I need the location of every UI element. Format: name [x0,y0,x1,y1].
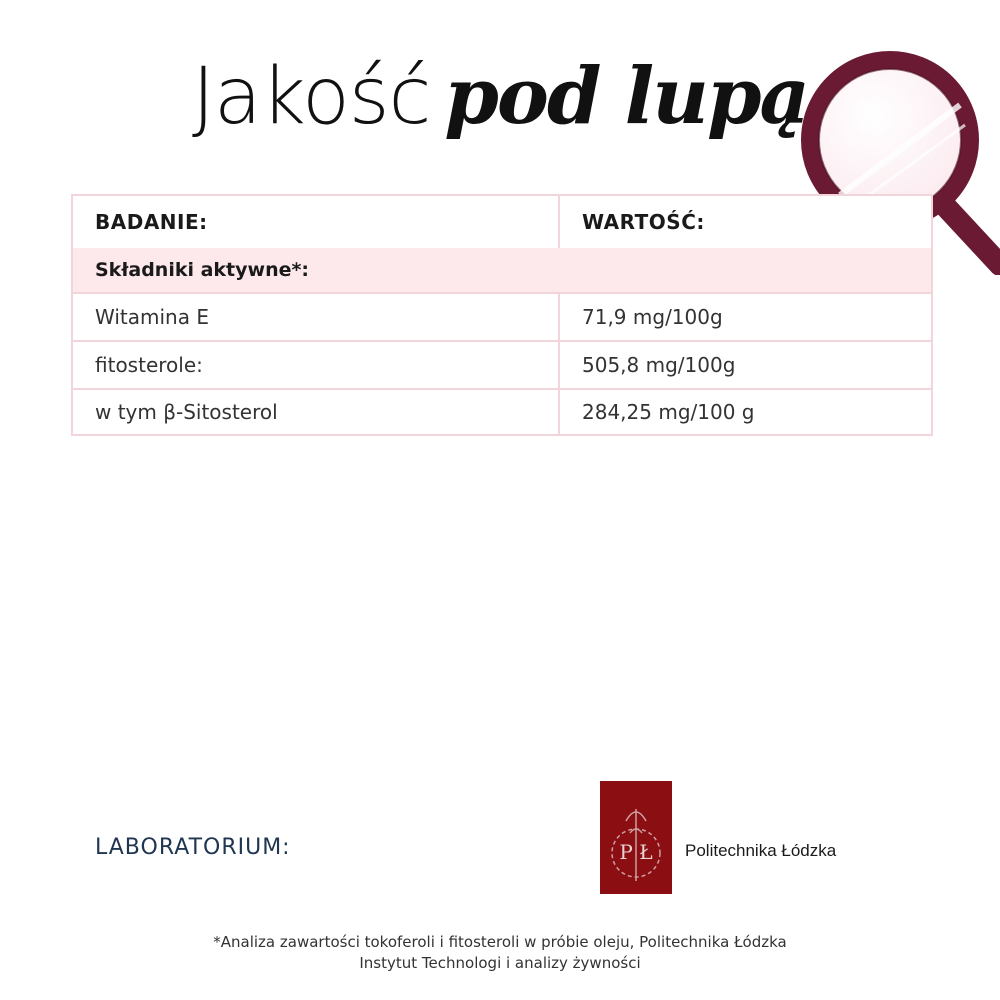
footnote-line-1: *Analiza zawartości tokoferoli i fitosteroli w próbie oleju, Politechnika Łódzka [213,933,787,951]
university-logo [600,781,672,894]
table-row [73,340,931,388]
title-light: Jakość [191,52,431,142]
row-name: Witamina E [95,305,209,329]
title-bold: pod lupą [444,51,809,142]
section-empty [558,248,931,292]
logo-monogram: P Ł [619,840,653,864]
analysis-table [71,194,933,436]
row-name: fitosterole: [95,353,203,377]
table-header-row [73,196,931,248]
row-value: 505,8 mg/100g [558,342,931,388]
section-label: Składniki aktywne*: [95,259,310,281]
laboratory-name: Politechnika Łódzka [685,841,837,860]
footnote-line-2: Instytut Technologi i analizy żywności [359,954,641,972]
table-row [73,388,931,434]
row-name: w tym β-Sitosterol [95,400,278,424]
header-test: BADANIE: [95,210,208,234]
header-value: WARTOŚĆ: [558,196,931,248]
table-section-row [73,248,931,292]
row-value: 284,25 mg/100 g [558,390,931,434]
table-row [73,292,931,340]
laboratory-label: LABORATORIUM: [95,835,291,860]
university-emblem-icon [600,781,672,894]
footnote [0,932,1000,974]
row-value: 71,9 mg/100g [558,294,931,340]
